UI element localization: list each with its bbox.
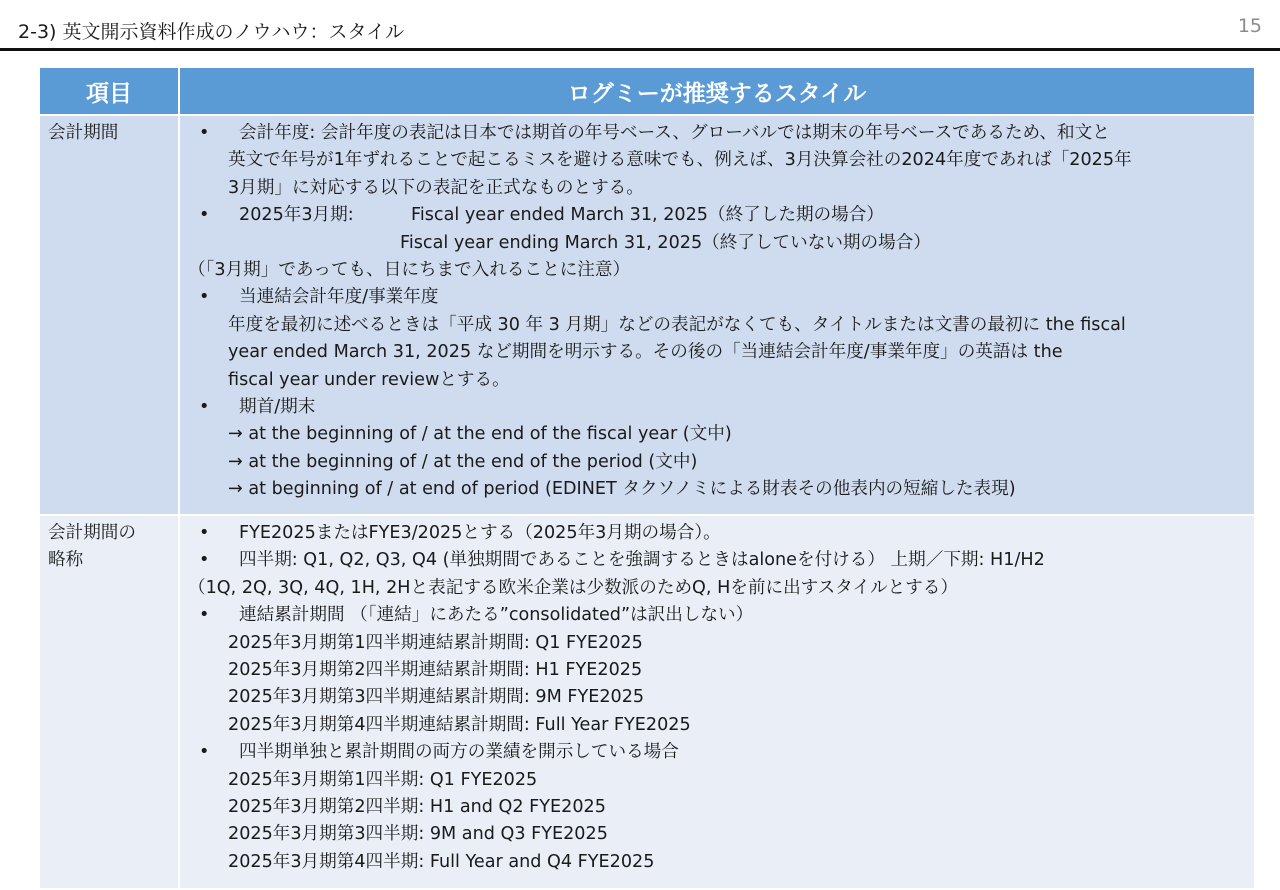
- row-label-text: 会計期間の: [48, 523, 136, 543]
- list-item-continuation: 2025年3月期第4四半期: Full Year and Q4 FYE2025: [228, 851, 655, 872]
- list-item-continuation: 英文で年号が1年ずれることで起こるミスを避ける意味でも、例えば、3月決算会社の2024年度であれば「2025年: [228, 150, 1132, 171]
- list-item: [188, 394, 1242, 421]
- list-item: [188, 739, 1242, 766]
- list-item-note: （「3月期」であっても、日にちまで入れることに注意）: [188, 260, 631, 281]
- bullet-icon: •: [199, 287, 210, 308]
- title-divider: [0, 48, 1280, 51]
- page-number: 15: [1237, 15, 1262, 37]
- list-item: [188, 284, 1242, 311]
- bullet-icon: •: [199, 205, 210, 226]
- list-item-continuation: → at the beginning of / at the end of the period (文中): [228, 451, 698, 472]
- list-item-continuation: fiscal year under reviewとする。: [228, 369, 510, 390]
- bullet-icon: •: [199, 523, 210, 543]
- list-item: [188, 520, 1242, 547]
- list-item-continuation: → at beginning of / at end of period (EDINET タクソノミによる財表その他表内の短縮した表現): [228, 479, 1016, 500]
- row-label-period-abbreviation: [39, 515, 179, 889]
- bullet-icon: •: [199, 397, 210, 418]
- list-item-text: Fiscal year ended March 31, 2025（終了した期の場合）: [411, 205, 884, 226]
- table-row-period-abbreviation: [39, 515, 1255, 889]
- table-row-fiscal-period: [39, 115, 1255, 515]
- list-item-text: 会計年度: 会計年度の表記は日本では期首の年号ベース、グローバルでは期末の年号ベースであるため、和文と: [239, 123, 1110, 143]
- bullet-icon: •: [199, 742, 210, 763]
- list-item-text: 四半期単独と累計期間の両方の業績を開示している場合: [239, 742, 679, 763]
- list-item: [188, 202, 1242, 229]
- list-item: [188, 547, 1242, 574]
- list-item-text: FYE2025またはFYE3/2025とする（2025年3月期の場合）。: [239, 523, 721, 543]
- list-item-continuation: 2025年3月期第3四半期: 9M and Q3 FYE2025: [228, 824, 608, 845]
- list-item-note: （1Q, 2Q, 3Q, 4Q, 1H, 2Hと表記する欧米企業は少数派のためQ, Hを前に出すスタイルとする）: [188, 577, 958, 598]
- list-item-continuation: year ended March 31, 2025 など期間を明示する。その後の「当連結会計年度/事業年度」の英語は the: [228, 342, 1063, 363]
- list-item-continuation: 2025年3月期第2四半期: H1 and Q2 FYE2025: [228, 797, 606, 818]
- row-label-text: 略称: [48, 550, 84, 571]
- list-item: [188, 602, 1242, 629]
- row-label-fiscal-period: [39, 115, 179, 515]
- list-item-text: 期首/期末: [239, 397, 316, 418]
- bullet-icon: •: [199, 550, 210, 571]
- list-item-continuation: 2025年3月期第1四半期連結累計期間: Q1 FYE2025: [228, 632, 643, 653]
- list-item-continuation: 2025年3月期第1四半期: Q1 FYE2025: [228, 769, 538, 790]
- list-item: [188, 120, 1242, 147]
- list-item-continuation: Fiscal year ending March 31, 2025（終了していない期の場合）: [400, 232, 931, 253]
- row-label-text: 会計期間: [48, 123, 119, 143]
- list-item-text: 当連結会計年度/事業年度: [239, 287, 439, 308]
- list-item-continuation: 2025年3月期第4四半期連結累計期間: Full Year FYE2025: [228, 714, 691, 735]
- list-item-continuation: 年度を最初に述べるときは「平成 30 年 3 月期」などの表記がなくても、タイトルまたは文書の最初に the fiscal: [228, 314, 1126, 335]
- list-item-text: 連結累計期間 （「連結」にあたる”consolidated”は訳出しない）: [239, 605, 754, 626]
- slide-title: 2-3) 英文開示資料作成のノウハウ：スタイル: [18, 21, 405, 43]
- list-item-continuation: 2025年3月期第3四半期連結累計期間: 9M FYE2025: [228, 687, 645, 708]
- list-item-continuation: → at the beginning of / at the end of the fiscal year (文中): [228, 424, 732, 445]
- fiscal-label: 2025年3月期:: [239, 205, 354, 226]
- row-content-fiscal-period: [179, 115, 1255, 515]
- list-item-text: 四半期: Q1, Q2, Q3, Q4 (単独期間であることを強調するときはaloneを付ける） 上期／下期: H1/H2: [239, 550, 1045, 571]
- bullet-icon: •: [199, 605, 210, 626]
- list-item-continuation: 3月期」に対応する以下の表記を正式なものとする。: [228, 177, 644, 198]
- table-header-row: [39, 67, 1255, 115]
- bullet-icon: •: [199, 123, 210, 143]
- column-header-item: 項目: [39, 67, 179, 115]
- style-guide-table: [38, 66, 1256, 890]
- row-content-period-abbreviation: [179, 515, 1255, 889]
- column-header-style: ログミーが推奨するスタイル: [179, 67, 1255, 115]
- list-item-continuation: 2025年3月期第2四半期連結累計期間: H1 FYE2025: [228, 660, 643, 681]
